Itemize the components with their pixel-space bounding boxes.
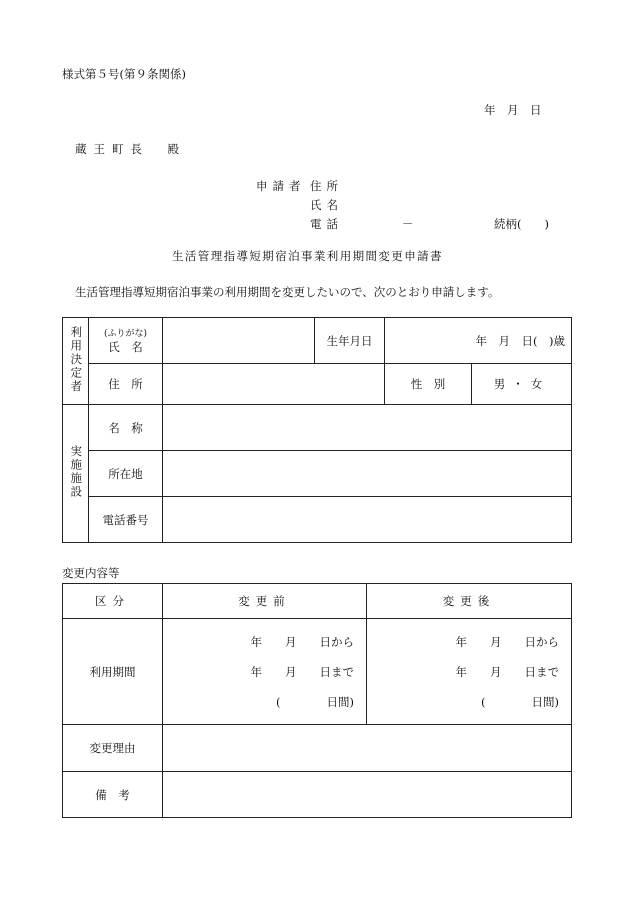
gender-options[interactable]: 男・女 <box>472 364 572 405</box>
after-days-line: ( 日間) <box>481 694 559 709</box>
form-number: 様式第５号(第９条関係) <box>62 67 186 81</box>
furigana-label: (ふりがな) <box>103 329 148 339</box>
user-group-label: 利用決定者 <box>63 318 89 405</box>
applicant-address-label: 住所 <box>310 179 343 193</box>
before-period-input[interactable] <box>163 619 367 725</box>
birthdate-label: 生年月日 <box>315 318 385 364</box>
after-header: 変更後 <box>367 584 572 619</box>
facility-name-label: 名 称 <box>89 405 163 451</box>
document-title: 生活管理指導短期宿泊事業利用期間変更申請書 <box>172 249 443 263</box>
after-to-line: 年 月 日まで <box>455 664 559 679</box>
user-address-label: 住 所 <box>89 364 163 405</box>
application-date: 年 月 日 <box>484 103 542 117</box>
facility-name-input[interactable] <box>163 405 572 451</box>
after-period-input[interactable] <box>367 619 572 725</box>
user-name-label-cell <box>89 318 163 364</box>
gender-label: 性 別 <box>385 364 472 405</box>
before-from-line: 年 月 日から <box>250 634 354 649</box>
applicant-label: 申請者 <box>256 179 306 193</box>
user-name-label: 氏 名 <box>108 340 143 354</box>
facility-location-input[interactable] <box>163 451 572 497</box>
change-table <box>62 583 572 818</box>
applicant-phone-label: 電話 <box>310 217 343 231</box>
facility-group-label: 実施施設 <box>63 405 89 543</box>
category-header: 区分 <box>63 584 163 619</box>
user-name-input[interactable] <box>163 318 315 364</box>
before-header: 変更前 <box>163 584 367 619</box>
after-from-line: 年 月 日から <box>455 634 559 649</box>
change-section-heading: 変更内容等 <box>62 566 120 580</box>
birthdate-input[interactable]: 年 月 日( )歳 <box>385 318 572 364</box>
facility-phone-input[interactable] <box>163 497 572 543</box>
applicant-name-label: 氏名 <box>310 198 343 212</box>
remarks-label: 備 考 <box>63 772 163 818</box>
relationship-label: 続柄( ) <box>494 217 549 231</box>
remarks-input[interactable] <box>163 772 572 818</box>
addressee: 蔵王町長 殿 <box>75 142 186 156</box>
before-to-line: 年 月 日まで <box>250 664 354 679</box>
applicant-table <box>62 317 572 543</box>
facility-location-label: 所在地 <box>89 451 163 497</box>
facility-phone-label: 電話番号 <box>89 497 163 543</box>
change-reason-label: 変更理由 <box>63 725 163 772</box>
user-address-input[interactable] <box>163 364 385 405</box>
phone-dash: － <box>402 217 414 231</box>
before-days-line: ( 日間) <box>276 694 354 709</box>
change-reason-input[interactable] <box>163 725 572 772</box>
usage-period-label: 利用期間 <box>63 619 163 725</box>
intro-text: 生活管理指導短期宿泊事業の利用期間を変更したいので、次のとおり申請します。 <box>75 285 500 299</box>
